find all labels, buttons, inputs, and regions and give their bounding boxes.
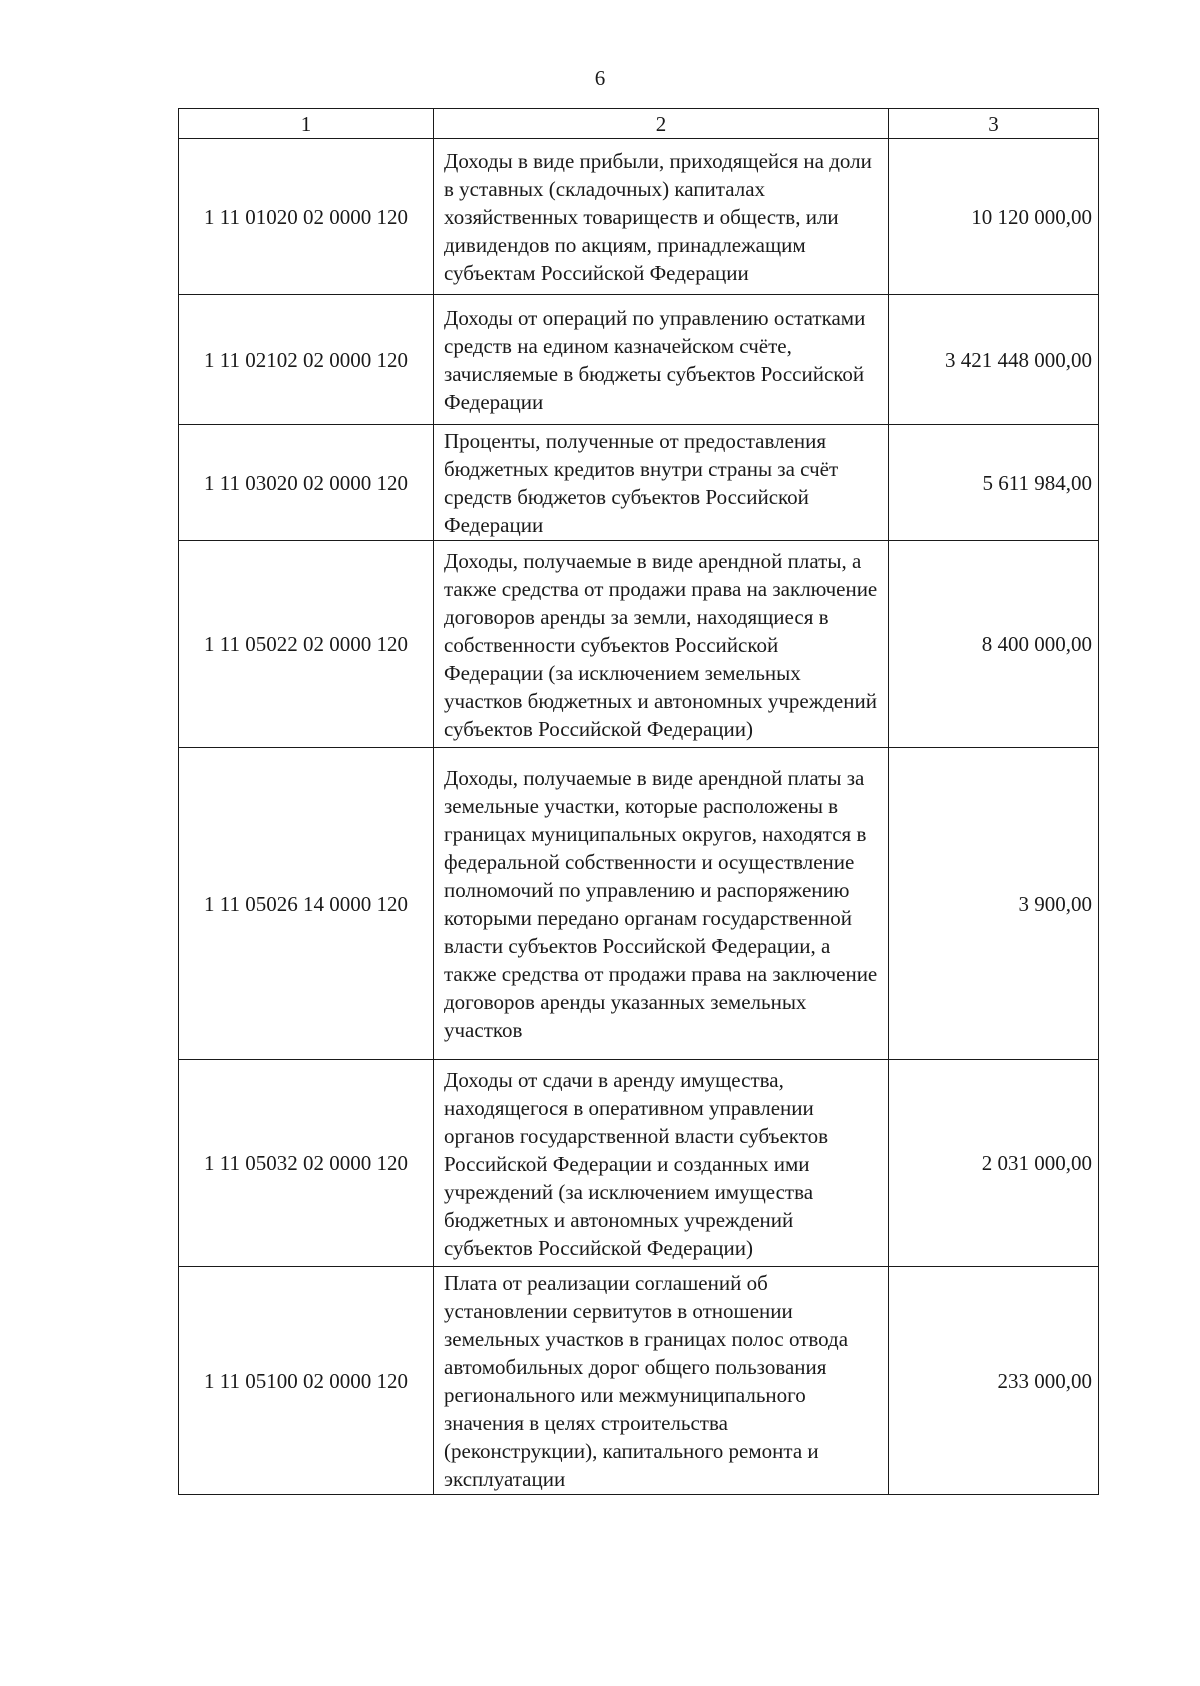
table-row	[179, 1267, 1099, 1495]
table-row	[179, 139, 1099, 295]
description-cell: Доходы от операций по управлению остатками средств на едином казначейском счёте, зачисляемые в бюджеты субъектов Российской Федерации	[434, 295, 889, 425]
table-row	[179, 295, 1099, 425]
budget-code-cell: 1 11 03020 02 0000 120	[179, 425, 434, 541]
budget-code-cell: 1 11 05100 02 0000 120	[179, 1267, 434, 1495]
description-cell: Плата от реализации соглашений об установлении сервитутов в отношении земельных участков в границах полос отвода автомобильных дорог общего пользования регионального или межмуниципального значения в целях строительства (реконструкции), капитального ремонта и эксплуатации	[434, 1267, 889, 1495]
description-cell: Доходы, получаемые в виде арендной платы за земельные участки, которые расположены в границах муниципальных округов, находятся в федеральной собственности и осуществление полномочий по управлению и распоряжению которыми передано органам государственной власти субъектов Российской Федерации, а также средства от продажи права на заключение договоров аренды указанных земельных участков	[434, 748, 889, 1060]
table-row	[179, 1060, 1099, 1267]
budget-code-cell: 1 11 02102 02 0000 120	[179, 295, 434, 425]
budget-code-cell: 1 11 05026 14 0000 120	[179, 748, 434, 1060]
column-header-1: 1	[179, 109, 434, 139]
budget-code-cell: 1 11 05022 02 0000 120	[179, 541, 434, 748]
revenue-table	[178, 108, 1099, 1495]
amount-cell: 10 120 000,00	[889, 139, 1099, 295]
budget-code-cell: 1 11 05032 02 0000 120	[179, 1060, 434, 1267]
page-number: 6	[594, 66, 606, 90]
table-row	[179, 541, 1099, 748]
description-cell: Доходы, получаемые в виде арендной платы, а также средства от продажи права на заключение договоров аренды за земли, находящиеся в собственности субъектов Российской Федерации (за исключением земельных участков бюджетных и автономных учреждений субъектов Российской Федерации)	[434, 541, 889, 748]
description-cell: Доходы от сдачи в аренду имущества, находящегося в оперативном управлении органов государственной власти субъектов Российской Федерации и созданных ими учреждений (за исключением имущества бюджетных и автономных учреждений субъектов Российской Федерации)	[434, 1060, 889, 1267]
column-header-2: 2	[434, 109, 889, 139]
budget-code-cell: 1 11 01020 02 0000 120	[179, 139, 434, 295]
amount-cell: 8 400 000,00	[889, 541, 1099, 748]
description-cell: Проценты, полученные от предоставления бюджетных кредитов внутри страны за счёт средств бюджетов субъектов Российской Федерации	[434, 425, 889, 541]
amount-cell: 233 000,00	[889, 1267, 1099, 1495]
table-row	[179, 748, 1099, 1060]
table-row	[179, 425, 1099, 541]
amount-cell: 3 421 448 000,00	[889, 295, 1099, 425]
description-cell: Доходы в виде прибыли, приходящейся на доли в уставных (складочных) капиталах хозяйственных товариществ и обществ, или дивидендов по акциям, принадлежащим субъектам Российской Федерации	[434, 139, 889, 295]
column-header-3: 3	[889, 109, 1099, 139]
amount-cell: 2 031 000,00	[889, 1060, 1099, 1267]
table-header-row	[179, 109, 1099, 139]
amount-cell: 5 611 984,00	[889, 425, 1099, 541]
amount-cell: 3 900,00	[889, 748, 1099, 1060]
